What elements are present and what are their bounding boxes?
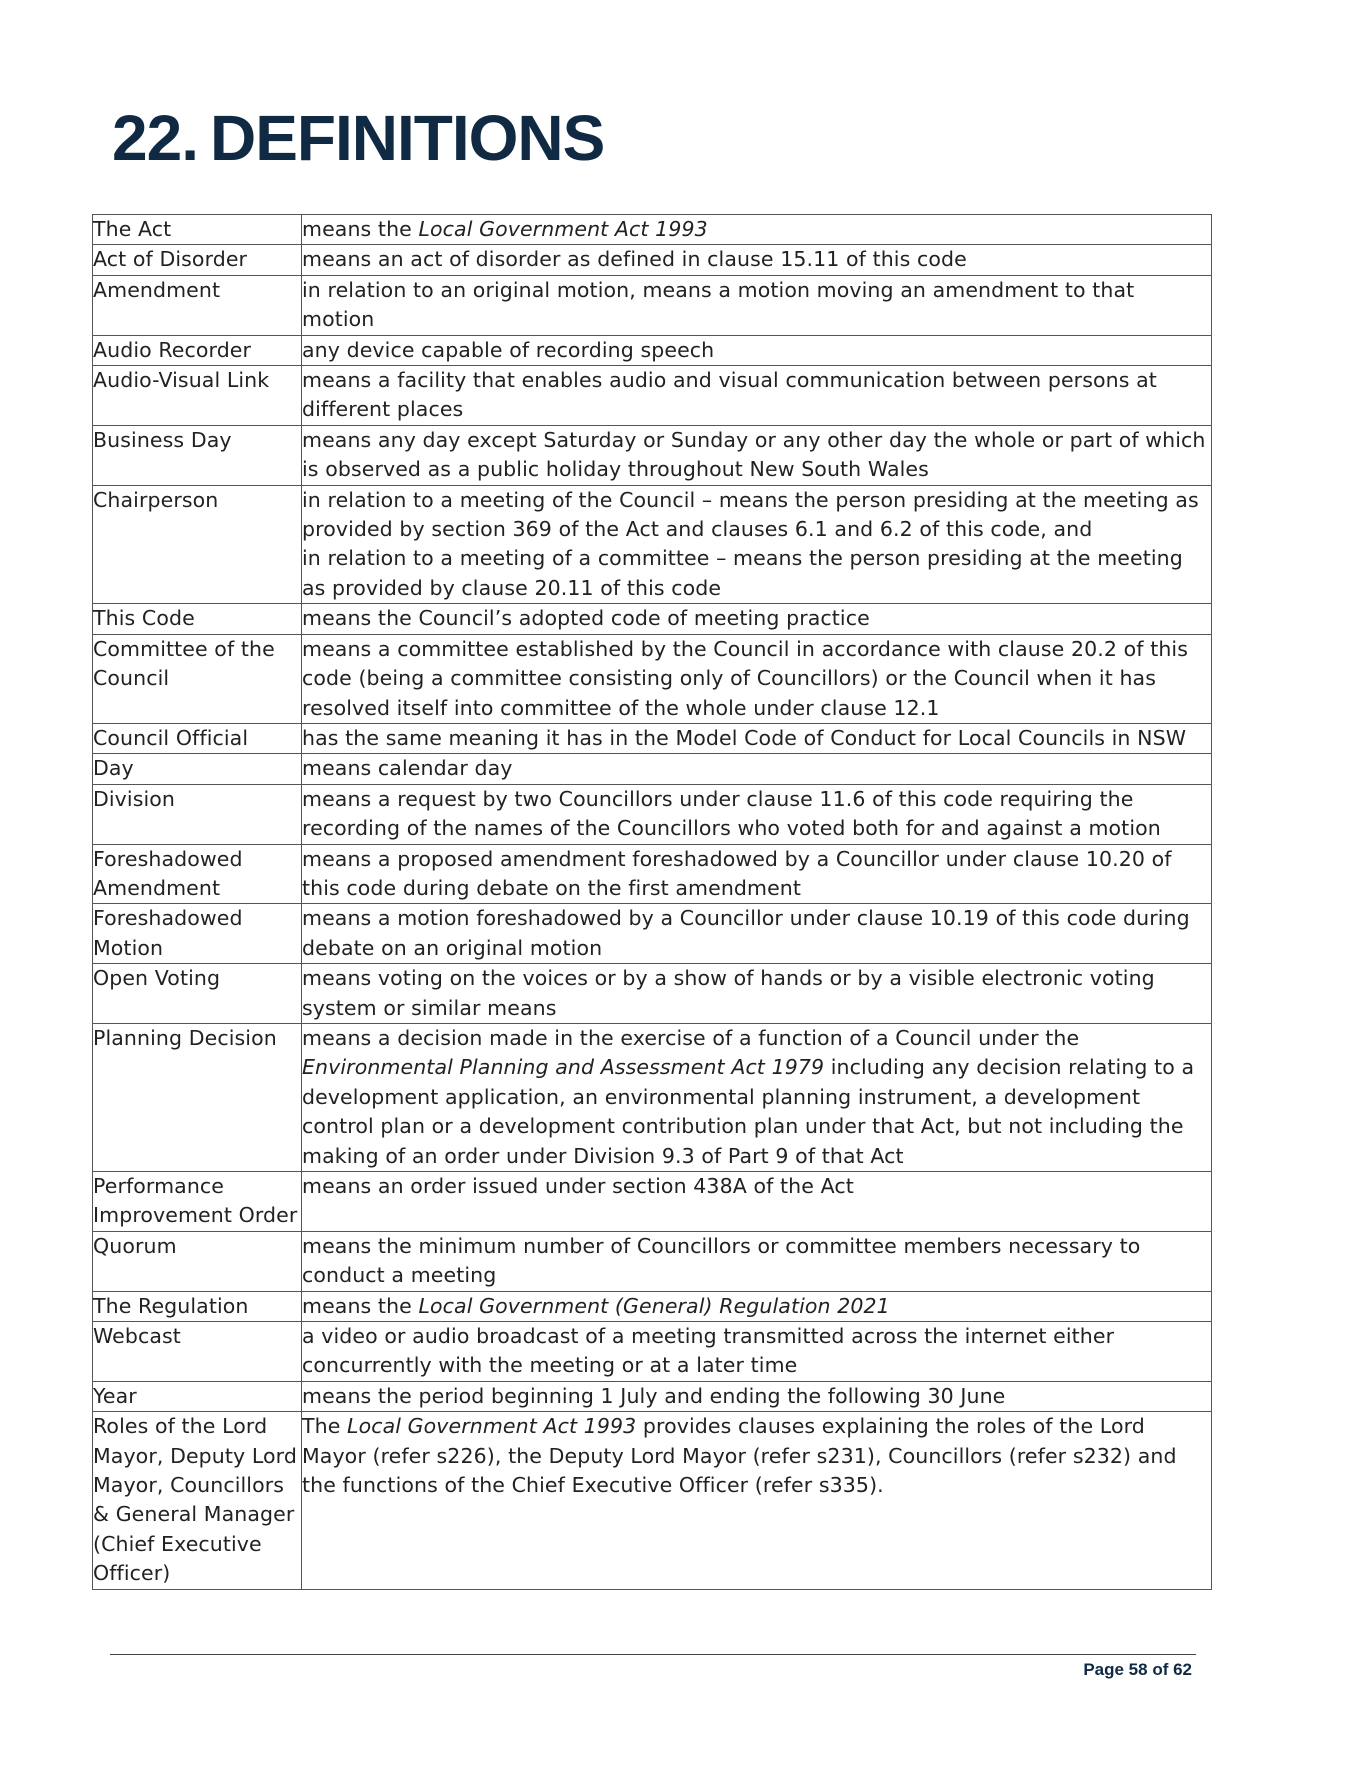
definition-text-segment: means the	[302, 217, 419, 241]
definition-text	[302, 634, 1212, 723]
definition-row	[93, 964, 1212, 1024]
definition-term: Foreshadowed Motion	[93, 904, 302, 964]
definition-text	[302, 1291, 1212, 1321]
definition-text	[302, 275, 1212, 335]
definition-text	[302, 215, 1212, 245]
definition-row	[93, 1381, 1212, 1411]
definition-row	[93, 366, 1212, 426]
definition-text-segment: in relation to an original motion, means a motion moving an amendment to that motion	[302, 277, 1135, 332]
definition-text-segment: a video or audio broadcast of a meeting transmitted across the internet either concurrently with the meeting or at a later time	[302, 1324, 1115, 1378]
definition-term: Chairperson	[93, 485, 302, 604]
definition-term: Division	[93, 784, 302, 844]
definition-term: Quorum	[93, 1231, 302, 1291]
definition-text	[302, 485, 1212, 604]
definition-text-segment: means a request by two Councillors under clause 11.6 of this code requiring the recording of the names of the Councillors who voted both for and against a motion	[302, 786, 1161, 841]
footer-divider	[110, 1654, 1196, 1655]
definition-text-italic: Environmental Planning and Assessment Act 1979	[302, 1055, 825, 1080]
definition-text-segment: means a decision made in the exercise of a function of a Council under the	[302, 1025, 1080, 1050]
definition-row	[93, 275, 1212, 335]
definition-row	[93, 425, 1212, 485]
definition-term: Council Official	[93, 723, 302, 753]
page-number: Page 58 of 62	[1083, 1660, 1192, 1679]
definitions-table	[92, 214, 1212, 1590]
definition-text-segment: means an order issued under section 438A of the Act	[302, 1174, 854, 1198]
definition-term: The Act	[93, 215, 302, 245]
definition-row	[93, 1231, 1212, 1291]
definition-text	[302, 604, 1212, 634]
definitions-table-body	[93, 215, 1212, 1590]
definition-term: Committee of the Council	[93, 634, 302, 723]
definition-text-segment: means an act of disorder as defined in clause 15.11 of this code	[302, 247, 967, 272]
definition-text-segment: has the same meaning it has in the Model Code of Conduct for Local Councils in NSW	[302, 725, 1187, 750]
definition-text	[302, 1172, 1212, 1232]
definition-row	[93, 904, 1212, 964]
definition-text-segment: means any day except Saturday or Sunday or any other day the whole or part of which is observed as a public holiday throughout New South Wales	[302, 427, 1206, 482]
section-number: 22.	[112, 102, 198, 174]
definition-text	[302, 366, 1212, 426]
definition-text	[302, 844, 1212, 904]
definition-row	[93, 604, 1212, 634]
definition-row	[93, 335, 1212, 365]
definition-row	[93, 754, 1212, 784]
definition-term: Amendment	[93, 275, 302, 335]
definition-term: Performance Improvement Order	[93, 1172, 302, 1232]
definition-text-segment: means the period beginning 1 July and ending the following 30 June	[302, 1383, 1006, 1408]
definition-term: Planning Decision	[93, 1023, 302, 1171]
definition-row	[93, 1322, 1212, 1382]
definition-text	[302, 723, 1212, 753]
definition-row	[93, 1172, 1212, 1232]
definition-term: Day	[93, 754, 302, 784]
definition-text-segment: means a facility that enables audio and visual communication between persons at different places	[302, 368, 1157, 422]
definition-text-italic: Local Government Act 1993	[347, 1414, 637, 1439]
definition-text-segment: means the minimum number of Councillors or committee members necessary to conduct a meeting	[302, 1233, 1141, 1288]
definition-text-segment: means calendar day	[302, 756, 513, 781]
definition-term: Year	[93, 1381, 302, 1411]
definition-term: This Code	[93, 604, 302, 634]
definition-row	[93, 1412, 1212, 1589]
definition-text	[302, 1381, 1212, 1411]
definition-row	[93, 215, 1212, 245]
definition-text-segment: means a motion foreshadowed by a Councillor under clause 10.19 of this code during debate on an original motion	[302, 906, 1190, 960]
definition-row	[93, 1023, 1212, 1171]
page-title	[112, 98, 604, 178]
definition-text	[302, 425, 1212, 485]
definition-term: Business Day	[93, 425, 302, 485]
definition-text-segment: including any decision relating to a development application, an environmental planning instrument, a development control plan or a development contribution plan under that Act, but not including the making of an order under Division 9.3 of Part 9 of that Act	[302, 1055, 1195, 1168]
definition-text	[302, 754, 1212, 784]
definition-term: Foreshadowed Amendment	[93, 844, 302, 904]
definition-text-segment: means the Council’s adopted code of meeting practice	[302, 606, 870, 631]
definition-row	[93, 723, 1212, 753]
definition-term: Open Voting	[93, 964, 302, 1024]
definition-term: The Regulation	[93, 1291, 302, 1321]
definition-row	[93, 245, 1212, 275]
definition-text-italic: Local Government (General) Regulation 2021	[418, 1293, 890, 1318]
definition-text	[302, 245, 1212, 275]
definition-text-segment: provides clauses explaining the roles of the Lord Mayor (refer s226), the Deputy Lord Mayor (refer s231), Councillors (refer s232) and the functions of the Chief Executive Officer (refer s335).	[302, 1414, 1177, 1498]
definition-text	[302, 964, 1212, 1024]
definition-term: Webcast	[93, 1322, 302, 1382]
definition-term: Audio-Visual Link	[93, 366, 302, 426]
definition-text	[302, 335, 1212, 365]
definition-row	[93, 844, 1212, 904]
definition-text-segment: means the	[302, 1293, 419, 1318]
definition-text-segment: in relation to a meeting of the Council – means the person presiding at the meeting as provided by section 369 of the Act and clauses 6.1 and 6.2 of this code, and in relation to a meeting of a committee – means the person presiding at the meeting as provided by clause 20.11 of this code	[302, 487, 1199, 600]
definition-row	[93, 634, 1212, 723]
definition-row	[93, 1291, 1212, 1321]
definition-text	[302, 1322, 1212, 1382]
definition-text-segment: any device capable of recording speech	[302, 337, 715, 362]
definition-text	[302, 784, 1212, 844]
definition-text-italic: Local Government Act 1993	[418, 217, 708, 241]
definition-term: Audio Recorder	[93, 335, 302, 365]
definition-text-segment: The	[302, 1414, 348, 1439]
definition-text	[302, 1023, 1212, 1171]
definition-text-segment: means voting on the voices or by a show of hands or by a visible electronic voting system or similar means	[302, 966, 1155, 1020]
definition-text	[302, 1412, 1212, 1589]
definition-text	[302, 904, 1212, 964]
definition-text-segment: means a proposed amendment foreshadowed by a Councillor under clause 10.20 of this code during debate on the first amendment	[302, 846, 1172, 900]
definition-term: Act of Disorder	[93, 245, 302, 275]
definition-term: Roles of the Lord Mayor, Deputy Lord Mayor, Councillors & General Manager (Chief Executive Officer)	[93, 1412, 302, 1589]
definition-row	[93, 485, 1212, 604]
section-title: DEFINITIONS	[209, 102, 605, 174]
definition-row	[93, 784, 1212, 844]
definition-text	[302, 1231, 1212, 1291]
definition-text-segment: means a committee established by the Council in accordance with clause 20.2 of this code (being a committee consisting only of Councillors) or the Council when it has resolved itself into committee of the whole under clause 12.1	[302, 636, 1188, 720]
